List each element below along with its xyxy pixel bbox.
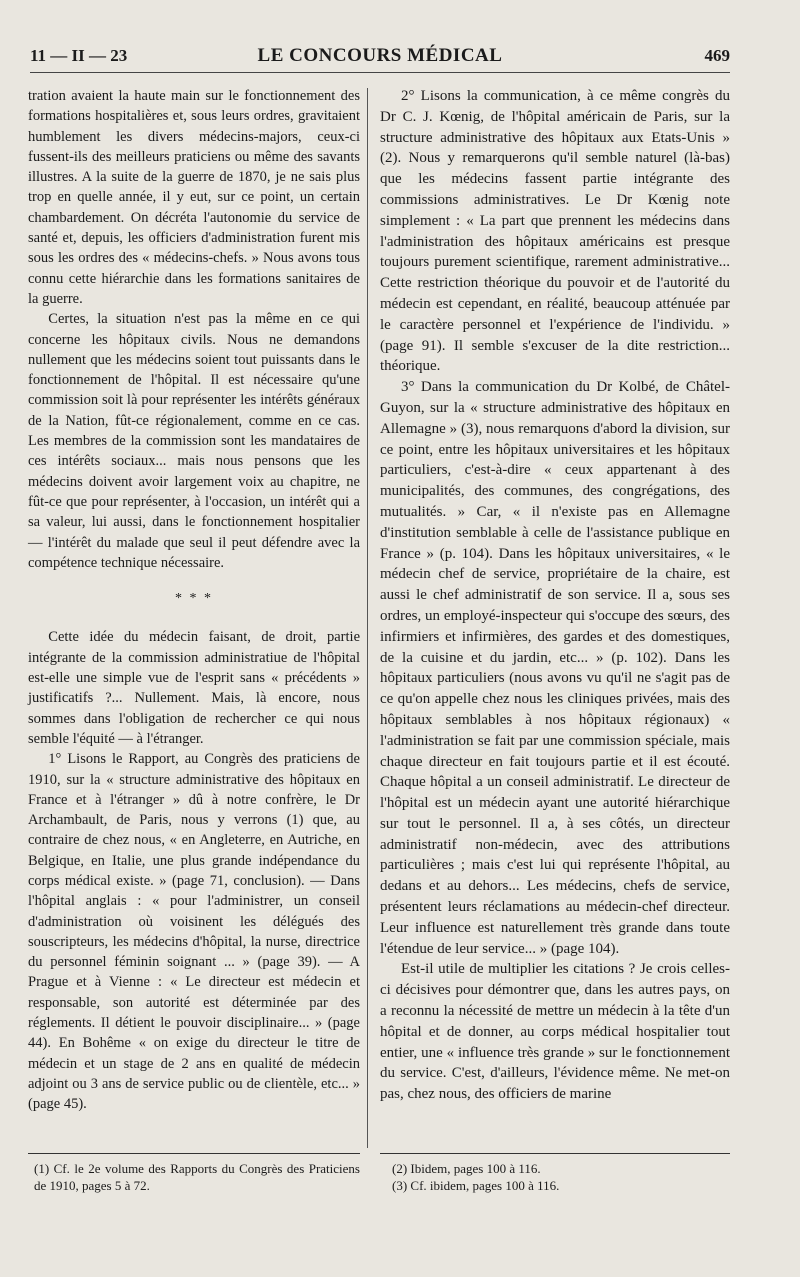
paragraph: Certes, la situation n'est pas la même en ce qui concerne les hôpitaux civils. Nous ne demandons nullement que les médecins soient tout puissants dans le fonctionnement de l'hôpital. Il est nécessaire qu'une commission soit là pour représenter les intérêts généraux de la Nation, fût-ce régionalement, comme en ce cas. Les membres de la commission sont les mandataires de ces intérêts sociaux... mais nous pensons que les médecins doivent avoir largement voix au chapitre, ne fût-ce que pour représenter, à l'occasion, un intérêt qui a sa valeur, lui aussi, dans le fonctionnement hospitalier — l'intérêt du malade que seul il peut défendre avec la compétence technique nécessaire. xyxy=(28,311,360,571)
journal-title: LE CONCOURS MÉDICAL xyxy=(257,45,503,66)
right-column xyxy=(380,86,730,1105)
left-column xyxy=(28,86,360,1115)
running-header xyxy=(30,44,730,73)
paragraph: Est-il utile de multiplier les citations ? Je crois celles-ci décisives pour démontrer que, dans les autres pays, on a reconnu la nécessité de mettre un médecin à la tête d'un hôpital et de donner, au corps médical hospitalier tout entier, une « influence très grande » sur le fonctionnement du service. C'est, d'ailleurs, l'évidence même. Ne met-on pas, chez nous, des officiers de marine xyxy=(380,961,730,1103)
footnote-rule xyxy=(28,1153,360,1154)
section-separator: * * * xyxy=(175,591,213,607)
paragraph: 3° Dans la communication du Dr Kolbé, de Châtel-Guyon, sur la « structure administrative des hôpitaux en Allemagne » (3), nous remarquons d'abord la division, sur ce point, entre les hôpitaux universitaires et les hôpitaux particuliers, c'est-à-dire « ceux appartenant à des municipalités, des communes, des congrégations, des mutualités. » Car, « il n'existe pas en Allemagne d'institution semblable à celle de l'assistance publique en France » (p. 104). Dans les hôpitaux universitaires, « le médecin chef de service, propriétaire de la chaire, est aussi le chef administratif de son service. Il a, sous ses ordres, un employé-inspecteur qui s'occupe des sœurs, des infirmiers et infirmières, des gardes et des domestiques, de la cuisine et du jardin, etc... » (p. 102). Dans les hôpitaux particuliers (nous avons vu qu'il ne s'agit pas de ce qu'on appelle chez nous les cliniques privées, mais des hôpitaux semblables à nos hôpitaux régionaux) « l'administration se fait par une commission spéciale, mais chaque directeur en fait toujours partie et il est écouté. Chaque hôpital a un conseil administratif. Le directeur de l'hôpital est un médecin ayant une autorité hiérarchique sur tout le personnel. Il a, à ses côtés, un directeur administratif non-médecin, avec des attributions particulières ; mais c'est lui qui représente l'hôpital, au dedans et au dehors... Les médecins, chefs de service, présentent leurs réclamations au médecin-chef directeur. Leur influence est naturellement très grande dans toute l'étendue de leur service... » (page 104). xyxy=(380,379,730,957)
column-divider xyxy=(367,88,368,1148)
footnote-rule xyxy=(380,1153,730,1154)
paragraph: Cette idée du médecin faisant, de droit, partie intégrante de la commission administratiue de l'hôpital est-elle une simple vue de l'esprit sans « précédents » justificatifs ?... Nullement. Mais, là encore, nous sommes dans l'obligation de rechercher ce qui nous semble l'équité — à l'étranger. xyxy=(28,629,360,747)
paragraph: tration avaient la haute main sur le fonctionnement des formations hospitalières et, sous leurs ordres, gravitaient humblement les divers médecins-majors, ceux-ci fussent-ils des meilleurs praticiens ou même des savants illustres. A la suite de la guerre de 1870, je ne sais plus trop en quelle année, il y eut, sur ce point, un certain chambardement. On décréta l'autonomie du service de santé et, depuis, les officiers d'administration furent mis sous les ordres des « médecins-chefs. » Nous avons tous connu cette hiérarchie dans les formations sanitaires de la guerre. xyxy=(28,88,360,307)
footnotes-right xyxy=(392,1160,722,1194)
page-number: 469 xyxy=(704,46,730,65)
paragraph: 2° Lisons la communication, à ce même congrès du Dr C. J. Kœnig, de l'hôpital américain de Paris, sur la structure administrative des hôpitaux aux Etats-Unis » (2). Nous y remarquerons qu'il semble naturel (là-bas) que les médecins fassent partie intégrante des commissions administratives. Le Dr Kœnig note simplement : « La part que prennent les médecins dans l'administration des hôpitaux américains est presque toujours purement scientifique, rarement administrative... Cette restriction théorique du pouvoir et de l'autorité du médecin est cependant, en réalité, beaucoup atténuée par le caractère personnel et l'expérience de l'individu. » (page 91). Il semble s'excuser de la dite restriction... théorique. xyxy=(380,88,730,375)
paragraph: 1° Lisons le Rapport, au Congrès des praticiens de 1910, sur la « structure administrative des hôpitaux en France et à l'étranger » dû à notre confrère, le Dr Archambault, de Paris, nous y verrons (1) que, au contraire de chez nous, « en Angleterre, en Autriche, en Belgique, en Italie, une plus grande indépendance du corps médical existe. » (page 71, conclusion). — Dans l'hôpital anglais : « pour l'administrer, un conseil d'administration où voisinent les délégués des souscripteurs, les médecins d'hôpital, la nurse, directrice du personnel féminin soignant ... » (page 39). — A Prague et à Vienne : « Le directeur est médecin et responsable, son autorité est déterminée par des réglements. Il détient le pouvoir disciplinaire... » (page 44). En Bohême « on exige du directeur le titre de médecin et un stage de 2 ans en qualité de médecin adjoint ou 3 ans de service public ou de clientèle, etc... » (page 45). xyxy=(28,751,360,1113)
issue-date: 11 — II — 23 xyxy=(30,46,128,65)
footnote: (2) Ibidem, pages 100 à 116. xyxy=(392,1161,541,1176)
footnote-left: (1) Cf. le 2e volume des Rapports du Congrès des Praticiens de 1910, pages 5 à 72. xyxy=(34,1161,360,1193)
footnote: (3) Cf. ibidem, pages 100 à 116. xyxy=(392,1178,560,1193)
